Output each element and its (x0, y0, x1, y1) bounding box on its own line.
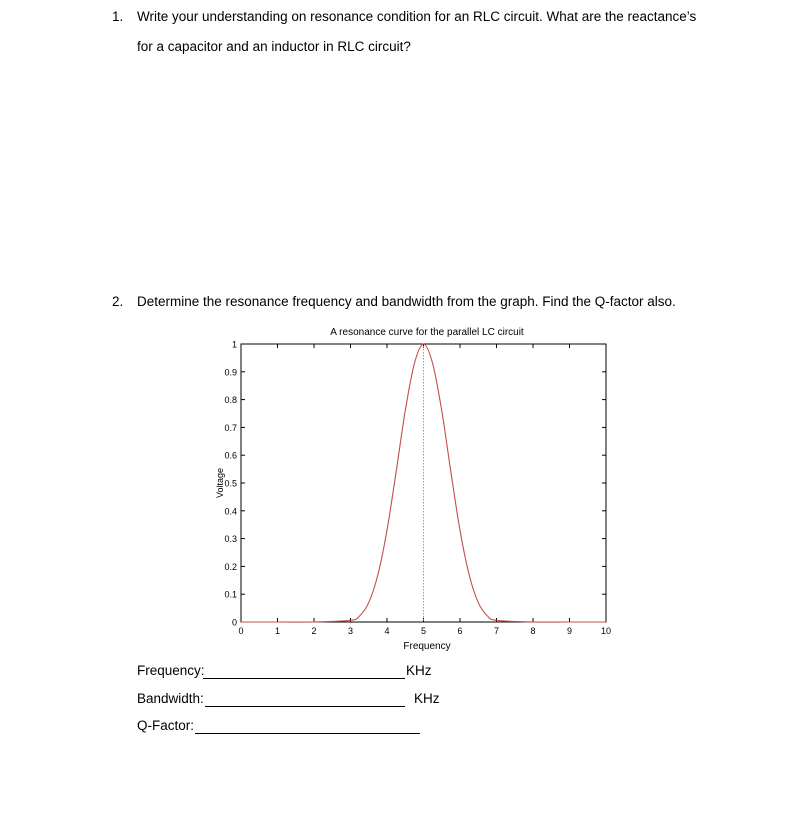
bandwidth-field (137, 691, 447, 711)
question-text-line: Write your understanding on resonance condition for an RLC circuit. What are the reactance’s (137, 9, 697, 24)
resonance-chart (195, 318, 635, 658)
x-tick-label: 1 (274, 626, 281, 636)
x-tick-labels (238, 626, 611, 636)
frequency-answer-blank[interactable] (203, 678, 405, 679)
x-tick-label: 5 (420, 626, 427, 636)
x-axis-label: Frequency (403, 641, 451, 652)
question-number: 2. (112, 294, 124, 309)
x-tick-label: 10 (600, 626, 612, 636)
y-tick-label: 1 (231, 339, 237, 350)
bandwidth-unit: KHz (414, 691, 440, 706)
y-tick-label: 0.8 (224, 395, 237, 406)
y-tick-labels (224, 340, 237, 628)
y-tick-label: 0.6 (224, 450, 237, 461)
q-factor-label: Q-Factor: (137, 718, 195, 733)
bandwidth-answer-blank[interactable] (205, 706, 405, 707)
frequency-unit: KHz (406, 663, 432, 678)
frequency-field (137, 663, 447, 683)
x-tick-label: 2 (311, 626, 317, 636)
x-tick-label: 0 (238, 626, 244, 636)
question-2 (112, 289, 752, 315)
y-tick-label: 0 (231, 617, 237, 628)
x-tick-label: 3 (347, 626, 354, 636)
y-tick-label: 0.4 (224, 506, 237, 517)
bandwidth-label: Bandwidth: (137, 691, 204, 706)
question-text-line: Determine the resonance frequency and bandwidth from the graph. Find the Q-factor also. (137, 294, 676, 309)
y-tick-label: 0.2 (224, 561, 237, 572)
y-tick-label: 0.1 (224, 589, 237, 600)
question-text-line: for a capacitor and an inductor in RLC circuit? (137, 39, 411, 54)
x-tick-label: 7 (493, 626, 500, 636)
x-tick-label: 9 (566, 626, 573, 636)
x-tick-label: 8 (530, 626, 536, 636)
question-1 (112, 4, 752, 64)
y-tick-label: 0.3 (224, 534, 237, 545)
q-factor-answer-blank[interactable] (195, 733, 420, 734)
question-number: 1. (112, 9, 124, 24)
y-axis-label: Voltage (215, 467, 225, 499)
q-factor-field (137, 718, 447, 738)
frequency-label: Frequency: (137, 663, 205, 678)
x-tick-label: 6 (457, 626, 463, 636)
y-tick-label: 0.9 (224, 367, 237, 378)
chart-title: A resonance curve for the parallel LC circuit (330, 327, 524, 338)
y-tick-label: 0.5 (224, 478, 237, 489)
y-tick-label: 0.7 (224, 422, 237, 433)
x-tick-label: 4 (384, 626, 390, 636)
